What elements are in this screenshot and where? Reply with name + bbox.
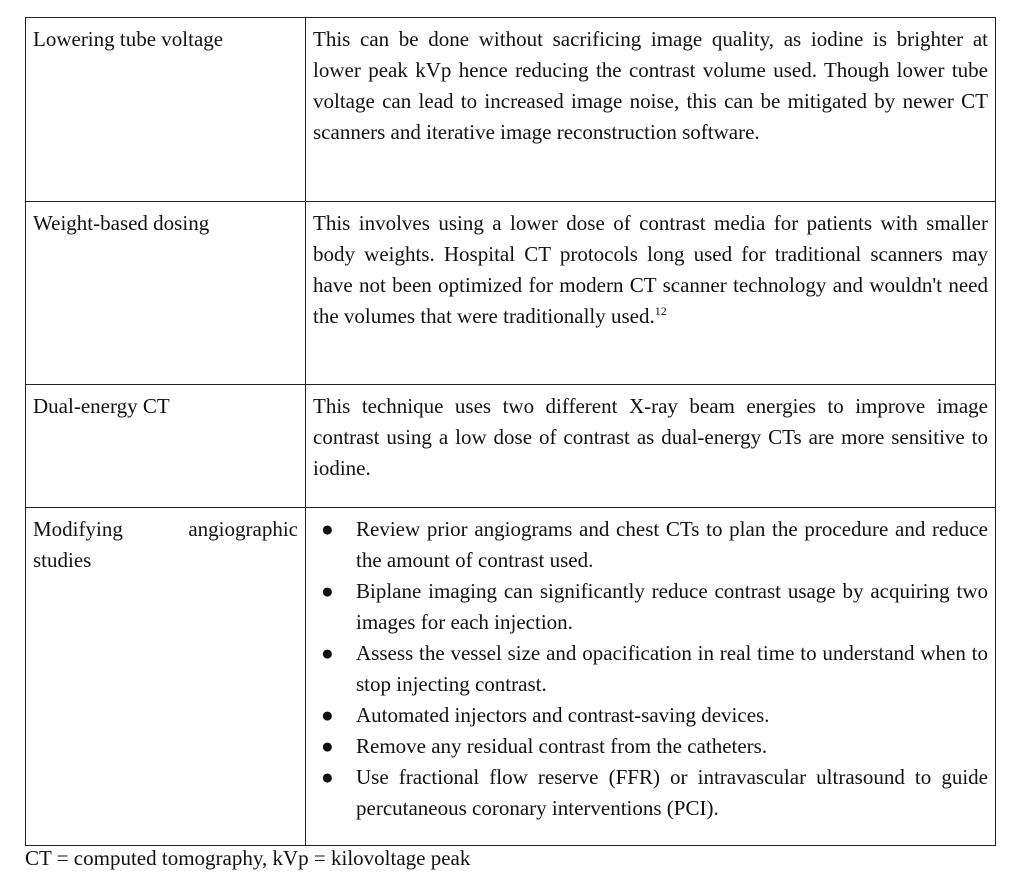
strategy-cell: Modifying angiographic studies [26, 508, 306, 846]
table-row [26, 202, 996, 385]
list-item [313, 638, 988, 700]
bullet-icon: ● [321, 703, 334, 727]
description-cell [306, 508, 996, 846]
bullet-text: Biplane imaging can significantly reduce contrast usage by acquiring two images for each injection. [356, 579, 988, 634]
bullet-list [313, 514, 988, 824]
bullet-icon: ● [321, 734, 334, 758]
description-text: This involves using a lower dose of contrast media for patients with smaller body weights. Hospital CT protocols long used for traditional scanners may have not been optimized for modern CT scanner technology and wouldn't need the volumes that were traditionally used. [313, 211, 988, 328]
list-item [313, 700, 988, 731]
bullet-text: Automated injectors and contrast-saving devices. [356, 703, 770, 727]
description-cell: This technique uses two different X-ray beam energies to improve image contrast using a low dose of contrast as dual-energy CTs are more sensitive to iodine. [306, 385, 996, 508]
table-row [26, 18, 996, 202]
table-row [26, 385, 996, 508]
table-footnote: CT = computed tomography, kVp = kilovoltage peak [25, 846, 471, 870]
bullet-icon: ● [321, 517, 334, 541]
bullet-icon: ● [321, 765, 334, 789]
bullet-text: Assess the vessel size and opacification in real time to understand when to stop injecting contrast. [356, 641, 988, 696]
description-cell: This can be done without sacrificing image quality, as iodine is brighter at lower peak kVp hence reducing the contrast volume used. Though lower tube voltage can lead to increased image noise, this can be mitigated by newer CT scanners and iterative image reconstruction software. [306, 18, 996, 202]
contrast-reduction-table [25, 17, 996, 846]
list-item [313, 762, 988, 824]
bullet-icon: ● [321, 641, 334, 665]
list-item [313, 731, 988, 762]
strategy-cell: Lowering tube voltage [26, 18, 306, 202]
bullet-text: Use fractional flow reserve (FFR) or intravascular ultrasound to guide percutaneous coronary interventions (PCI). [356, 765, 988, 820]
bullet-text: Review prior angiograms and chest CTs to plan the procedure and reduce the amount of contrast used. [356, 517, 988, 572]
list-item [313, 514, 988, 576]
strategy-cell: Dual-energy CT [26, 385, 306, 508]
bullet-icon: ● [321, 579, 334, 603]
citation-superscript: 12 [654, 304, 667, 318]
list-item [313, 576, 988, 638]
table-row [26, 508, 996, 846]
description-cell [306, 202, 996, 385]
strategy-cell: Weight-based dosing [26, 202, 306, 385]
bullet-text: Remove any residual contrast from the catheters. [356, 734, 768, 758]
